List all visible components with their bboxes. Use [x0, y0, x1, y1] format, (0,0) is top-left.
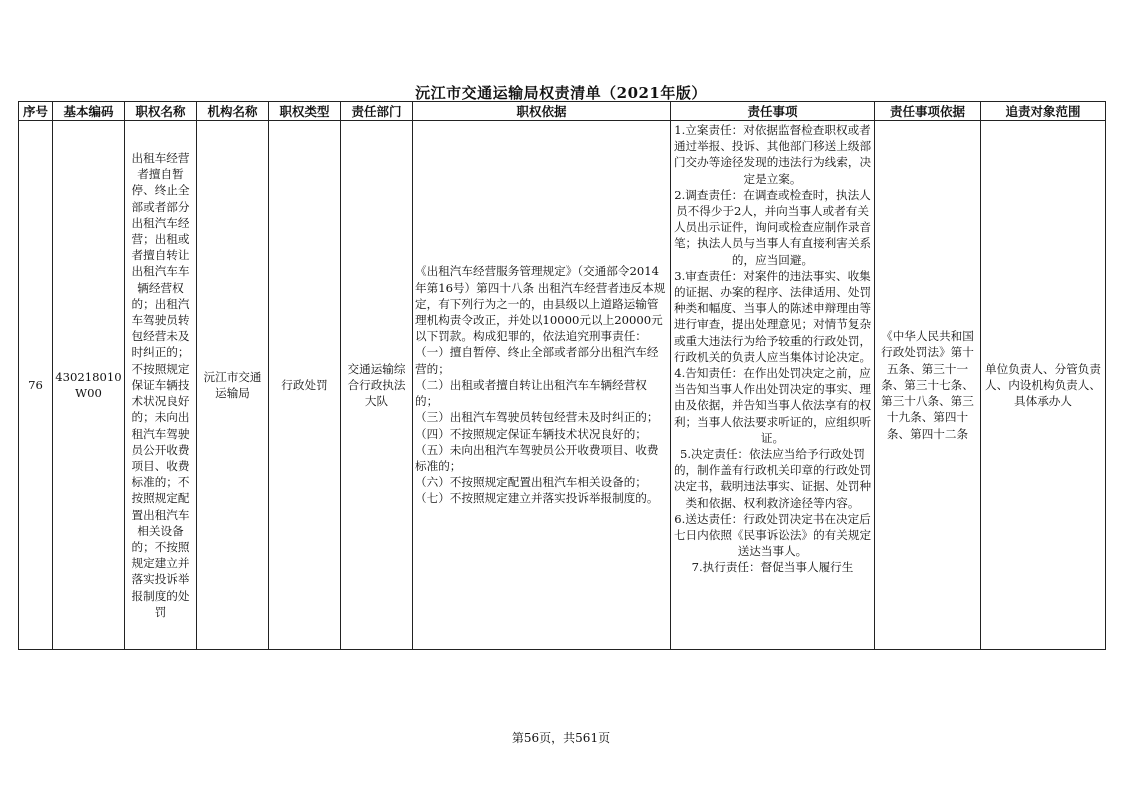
- header-duties: 责任事项: [671, 102, 875, 121]
- basis-paragraph: 《出租汽车经营服务管理规定》（交通部令2014年第16号）第四十八条 出租汽车经营者违反本规定，有下列行为之一的，由县级以上道路运输管理机构责令改正，并处以10000元以上20000元以下罚款。构成犯罪的，依法追究刑事责任：: [415, 264, 666, 344]
- header-agency: 机构名称: [197, 102, 269, 121]
- header-accountability: 追责对象范围: [981, 102, 1106, 121]
- cell-duty-basis: 《中华人民共和国行政处罚法》第十五条、第三十一条、第三十七条、第三十八条、第三十九条、第四十条、第四十二条: [875, 121, 981, 650]
- page-number: 第56页，共561页: [511, 731, 611, 745]
- cell-accountability: 单位负责人、分管负责人、内设机构负责人、具体承办人: [981, 121, 1106, 650]
- cell-code: 430218010W00: [53, 121, 125, 650]
- cell-agency: 沅江市交通运输局: [197, 121, 269, 650]
- basis-item: （一）擅自暂停、终止全部或者部分出租汽车经营的；: [415, 345, 659, 376]
- power-responsibility-table: [18, 101, 1106, 650]
- header-duty-basis: 责任事项依据: [875, 102, 981, 121]
- basis-item: （三）出租汽车驾驶员转包经营未及时纠正的；: [415, 410, 659, 425]
- header-seq: 序号: [19, 102, 53, 121]
- header-basis: 职权依据: [413, 102, 671, 121]
- cell-power-name: 出租车经营者擅自暂停、终止全部或者部分出租汽车经营；出租或者擅自转让出租汽车车辆经营权的；出租汽车驾驶员转包经营未及时纠正的；不按照规定保证车辆技术状况良好的；未向出租汽车驾驶员公开收费项目、收费标准的；不按照规定配置出租汽车相关设备的；不按照规定建立并落实投诉举报制度的处罚: [125, 121, 197, 650]
- duty-item: 5.决定责任：依法应当给予行政处罚的，制作盖有行政机关印章的行政处罚决定书，载明违法事实、证据、处罚种类和依据、权利救济途径等内容。: [673, 447, 872, 510]
- basis-item: （四）不按照规定保证车辆技术状况良好的；: [415, 426, 647, 441]
- basis-item: （六）不按照规定配置出租汽车相关设备的；: [415, 475, 647, 490]
- table-header-row: [19, 102, 1106, 121]
- cell-power-type: 行政处罚: [269, 121, 341, 650]
- header-code: 基本编码: [53, 102, 125, 121]
- cell-seq: 76: [19, 121, 53, 650]
- basis-item: （二）出租或者擅自转让出租汽车车辆经营权的；: [415, 377, 647, 409]
- basis-item: （五）未向出租汽车驾驶员公开收费项目、收费标准的；: [415, 442, 659, 473]
- duty-item: 4.告知责任：在作出处罚决定之前，应当告知当事人作出处罚决定的事实、理由及依据，并告知当事人依法享有的权利；当事人依法要求听证的，应组织听证。: [673, 366, 872, 445]
- cell-duties: [671, 121, 875, 650]
- header-power-name: 职权名称: [125, 102, 197, 121]
- duty-item: 1.立案责任：对依据监督检查职权或者通过举报、投诉、其他部门移送上级部门交办等途径发现的违法行为线索，决定是立案。: [673, 123, 872, 186]
- cell-department: 交通运输综合行政执法大队: [341, 121, 413, 650]
- cell-basis: [413, 121, 671, 650]
- page-title: 沅江市交通运输局权责清单（2021年版）: [415, 84, 707, 102]
- table-row: [19, 121, 1106, 650]
- duty-item: 2.调查责任：在调查或检查时，执法人员不得少于2人，并向当事人或者有关人员出示证件，询问或检查应制作录音笔；执法人员与当事人有直接利害关系的，应当回避。: [673, 187, 872, 267]
- duty-item: 7.执行责任：督促当事人履行生: [691, 560, 854, 575]
- header-department: 责任部门: [341, 102, 413, 121]
- header-power-type: 职权类型: [269, 102, 341, 121]
- basis-item: （七）不按照规定建立并落实投诉举报制度的。: [415, 491, 659, 506]
- duty-item: 6.送达责任：行政处罚决定书在决定后七日内依照《民事诉讼法》的有关规定送达当事人。: [673, 511, 872, 559]
- duty-item: 3.审查责任：对案件的违法事实、收集的证据、办案的程序、法律适用、处罚种类和幅度、当事人的陈述申辩理由等进行审查，提出处理意见；对情节复杂或重大违法行为给予较重的行政处罚，行政机关的负责人应当集体讨论决定。: [673, 268, 872, 364]
